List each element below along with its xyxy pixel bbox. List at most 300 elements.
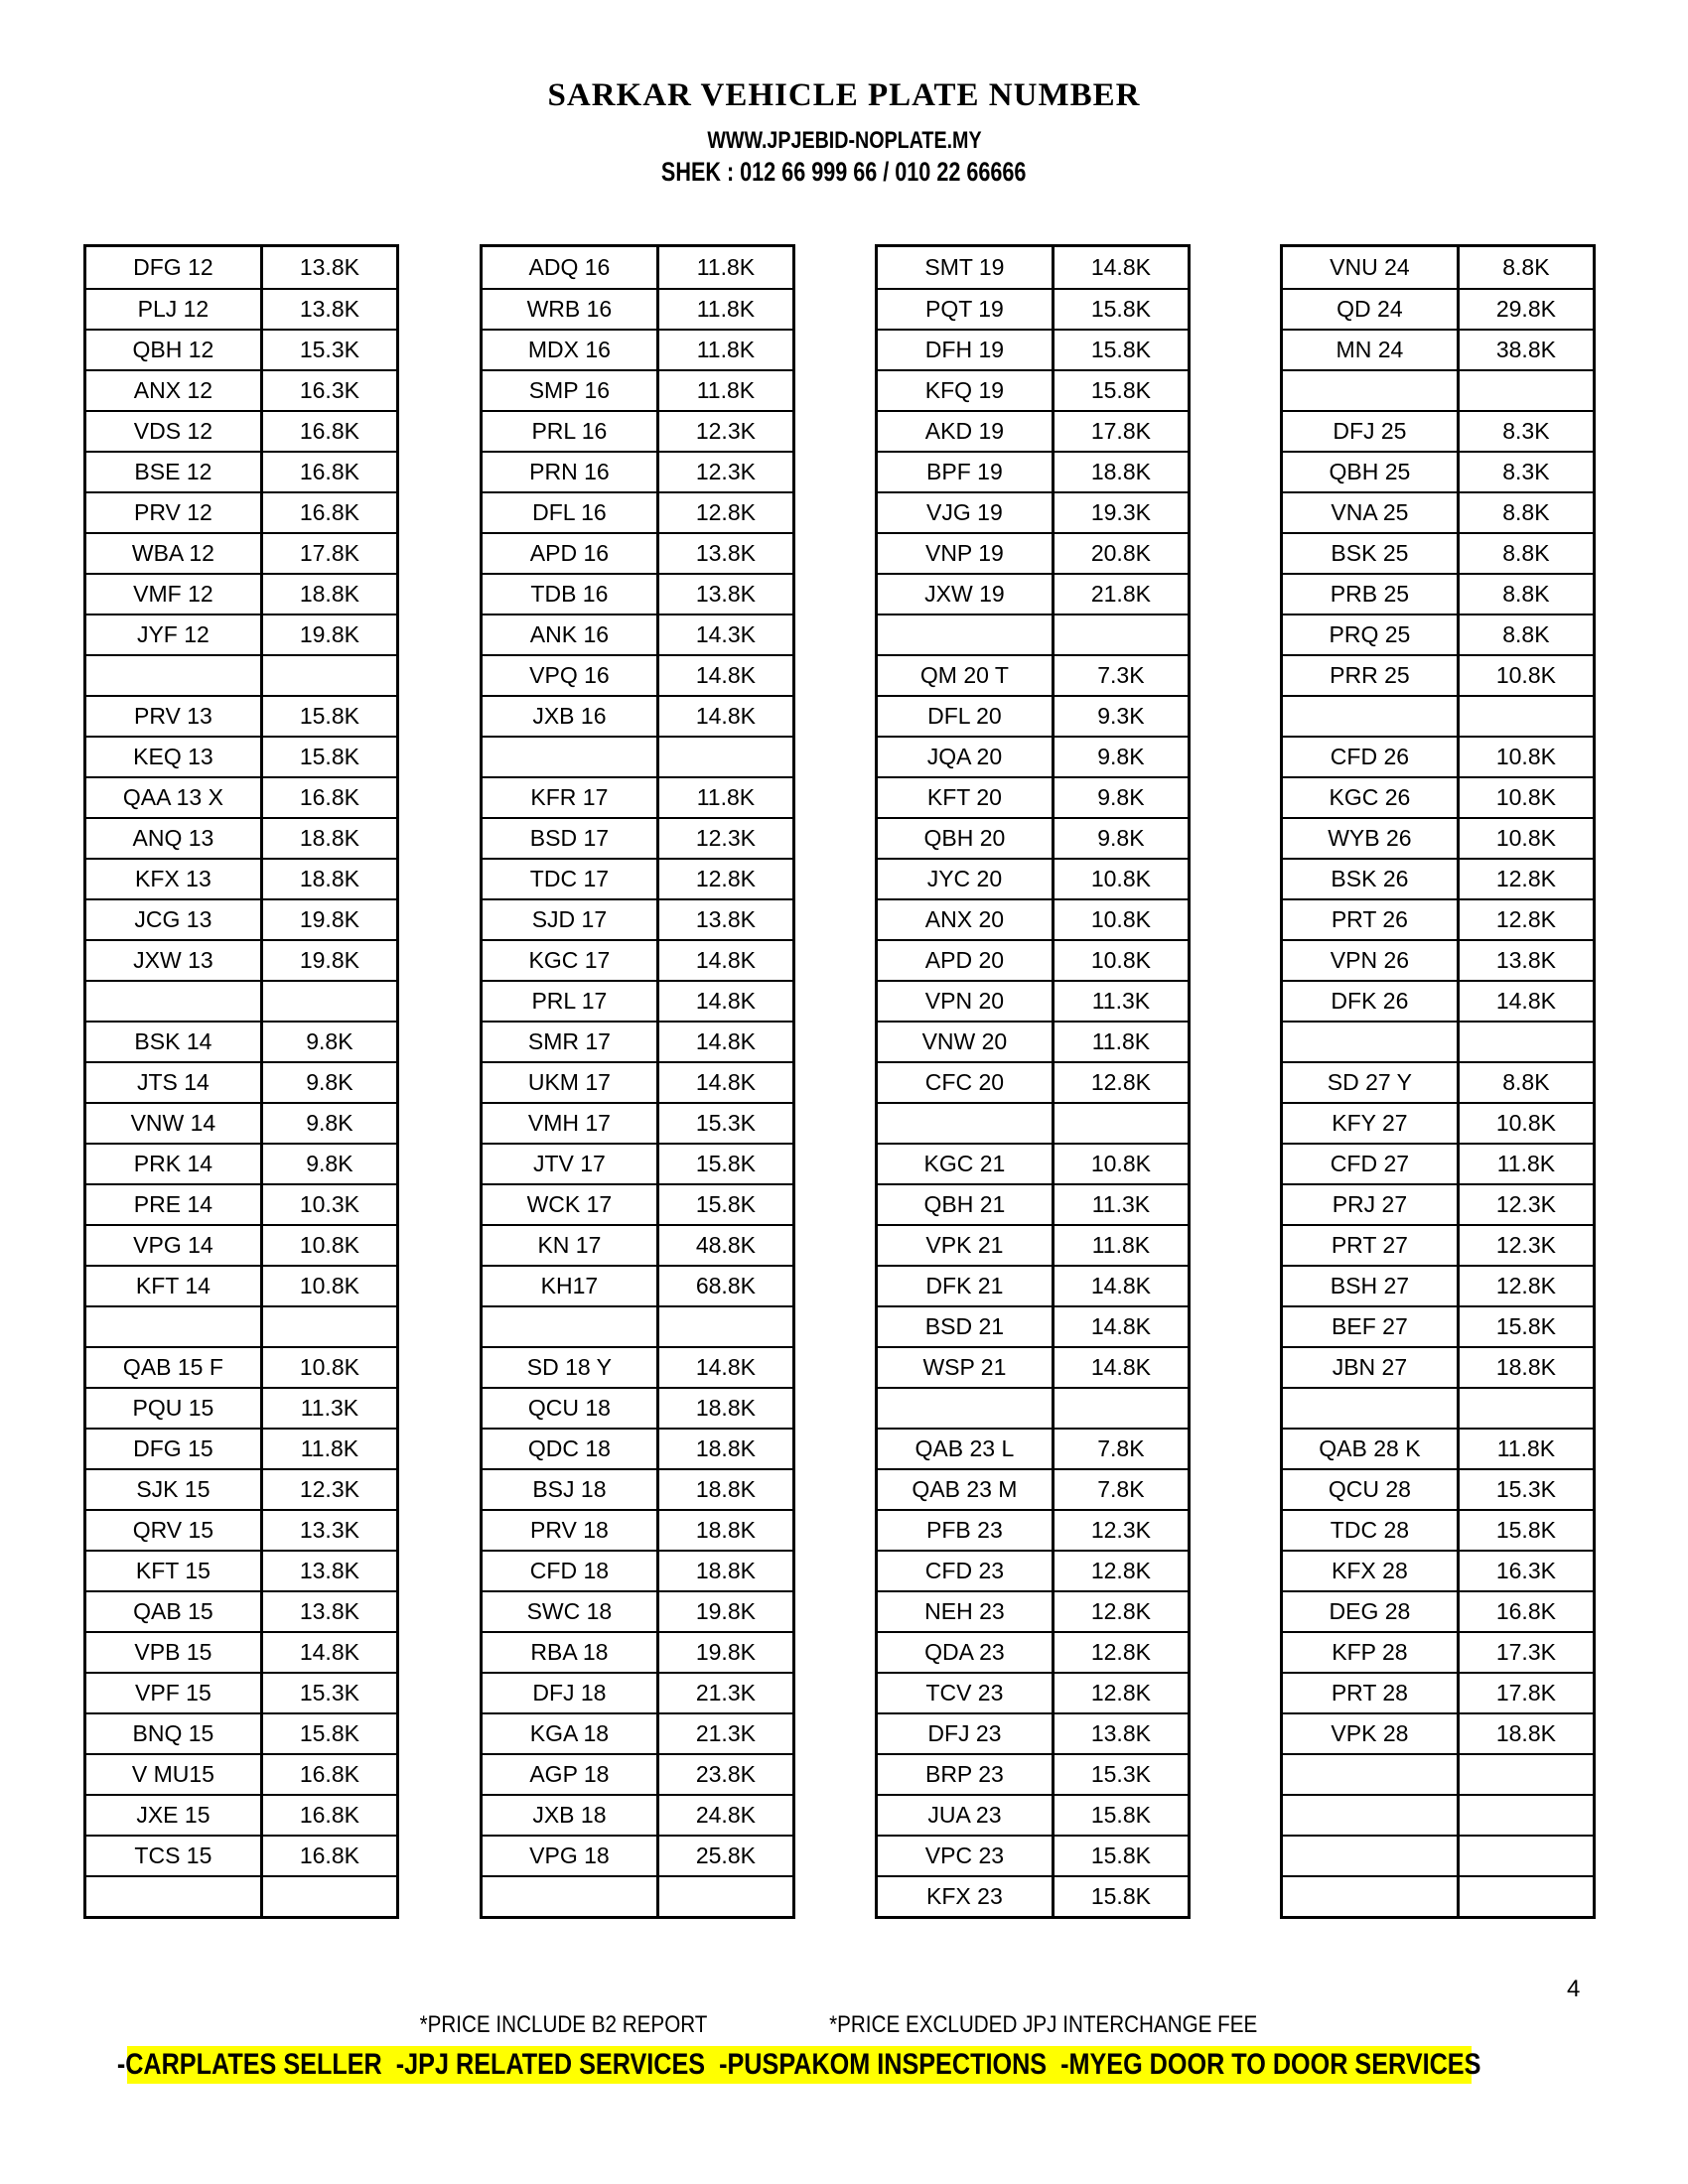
table-row xyxy=(483,1550,792,1590)
table-row xyxy=(483,1794,792,1835)
table-row xyxy=(483,1631,792,1672)
plate-cell: JYC 20 xyxy=(878,860,1055,898)
table-row xyxy=(483,898,792,939)
price-cell: 16.8K xyxy=(299,459,359,484)
table-row xyxy=(86,1468,396,1509)
table-row xyxy=(86,980,396,1021)
price-cell: 15.8K xyxy=(1495,1517,1556,1543)
price-cell: 15.8K xyxy=(299,703,359,729)
price-cell: 7.8K xyxy=(1097,1435,1145,1461)
table-row xyxy=(1283,776,1593,817)
plate-cell xyxy=(1283,1837,1460,1875)
contact-text: SHEK : 012 66 999 66 / 010 22 66666 xyxy=(661,157,1027,188)
plate-cell: DFK 21 xyxy=(878,1267,1055,1305)
plate-cell: CFC 20 xyxy=(878,1063,1055,1102)
table-row xyxy=(483,329,792,369)
plate-cell: MDX 16 xyxy=(483,331,659,369)
plate-cell xyxy=(1283,1877,1460,1916)
plate-cell: PFB 23 xyxy=(878,1511,1055,1550)
price-cell: 15.8K xyxy=(1090,1883,1151,1909)
table-row xyxy=(483,410,792,451)
plate-cell: PLJ 12 xyxy=(86,290,263,329)
plate-cell: QD 24 xyxy=(1283,290,1460,329)
plate-cell: PRJ 27 xyxy=(1283,1185,1460,1224)
price-cell: 15.8K xyxy=(1495,1313,1556,1339)
price-cell: 10.8K xyxy=(1495,744,1556,769)
plate-cell xyxy=(483,1307,659,1346)
price-cell xyxy=(659,1877,792,1916)
table-row xyxy=(1283,329,1593,369)
price-cell: 48.8K xyxy=(695,1232,756,1258)
price-cell: 8.8K xyxy=(1502,1069,1550,1095)
price-cell xyxy=(659,738,792,776)
price-cell: 12.8K xyxy=(1090,1069,1151,1095)
plate-cell: JXW 13 xyxy=(86,941,263,980)
table-row xyxy=(86,858,396,898)
plate-cell: VNW 20 xyxy=(878,1023,1055,1061)
table-row xyxy=(878,532,1188,573)
table-row xyxy=(1283,1428,1593,1468)
table-row xyxy=(878,980,1188,1021)
plate-cell xyxy=(1283,1023,1460,1061)
price-cell: 8.8K xyxy=(1502,581,1550,607)
price-cell: 8.8K xyxy=(1502,621,1550,647)
table-row xyxy=(878,898,1188,939)
table-row xyxy=(483,1183,792,1224)
plate-cell: VPG 14 xyxy=(86,1226,263,1265)
plate-cell: VMF 12 xyxy=(86,575,263,614)
price-cell: 15.3K xyxy=(299,1680,359,1706)
table-row xyxy=(878,1753,1188,1794)
price-cell: 8.8K xyxy=(1502,254,1550,280)
plate-cell xyxy=(878,1389,1055,1428)
plate-cell: JXE 15 xyxy=(86,1796,263,1835)
table-row xyxy=(86,1387,396,1428)
price-cell xyxy=(1460,1755,1593,1794)
price-cell: 14.8K xyxy=(695,1028,756,1054)
plate-cell: WYB 26 xyxy=(1283,819,1460,858)
plate-cell: KEQ 13 xyxy=(86,738,263,776)
table-row xyxy=(1283,1061,1593,1102)
price-cell: 16.8K xyxy=(299,784,359,810)
price-cell: 13.8K xyxy=(299,254,359,280)
plate-cell: VNP 19 xyxy=(878,534,1055,573)
table-row xyxy=(878,1550,1188,1590)
table-row xyxy=(86,1794,396,1835)
price-cell: 11.8K xyxy=(1091,1232,1151,1258)
table-row xyxy=(878,817,1188,858)
price-cell: 11.3K xyxy=(1091,1191,1151,1217)
price-cell: 16.8K xyxy=(299,1761,359,1787)
price-cell: 11.8K xyxy=(696,337,756,362)
table-row xyxy=(878,1061,1188,1102)
price-cell: 13.8K xyxy=(299,1598,359,1624)
table-row xyxy=(1283,1672,1593,1712)
table-row xyxy=(483,1835,792,1875)
price-cell: 10.8K xyxy=(1090,906,1151,932)
table-row xyxy=(86,410,396,451)
plate-cell: JUA 23 xyxy=(878,1796,1055,1835)
price-cell: 9.8K xyxy=(306,1028,353,1054)
plate-cell: BSH 27 xyxy=(1283,1267,1460,1305)
plate-cell: WRB 16 xyxy=(483,290,659,329)
plate-cell: PRT 27 xyxy=(1283,1226,1460,1265)
price-cell: 12.3K xyxy=(1090,1517,1151,1543)
plate-cell: SD 18 Y xyxy=(483,1348,659,1387)
plate-cell: BSE 12 xyxy=(86,453,263,491)
plate-cell: KFX 28 xyxy=(1283,1552,1460,1590)
plate-cell: DFH 19 xyxy=(878,331,1055,369)
plate-cell: SMR 17 xyxy=(483,1023,659,1061)
plate-cell: BEF 27 xyxy=(1283,1307,1460,1346)
table-row xyxy=(878,1021,1188,1061)
price-cell: 8.8K xyxy=(1502,499,1550,525)
price-cell: 12.8K xyxy=(1090,1639,1151,1665)
table-row xyxy=(86,1061,396,1102)
price-cell xyxy=(263,1877,396,1916)
footnotes-line xyxy=(0,2011,1688,2039)
price-cell: 15.3K xyxy=(1495,1476,1556,1502)
table-row xyxy=(483,1061,792,1102)
table-row xyxy=(878,1265,1188,1305)
plate-cell: VPN 20 xyxy=(878,982,1055,1021)
price-cell: 9.8K xyxy=(306,1110,353,1136)
price-cell: 16.8K xyxy=(299,418,359,444)
price-cell xyxy=(1460,371,1593,410)
table-row xyxy=(878,1428,1188,1468)
table-row xyxy=(878,329,1188,369)
plate-cell xyxy=(86,656,263,695)
plate-cell: KFP 28 xyxy=(1283,1633,1460,1672)
plate-cell: TDC 28 xyxy=(1283,1511,1460,1550)
price-cell: 18.8K xyxy=(1495,1354,1556,1380)
price-cell: 9.8K xyxy=(1097,744,1145,769)
plate-cell: VPQ 16 xyxy=(483,656,659,695)
plate-cell: DFJ 23 xyxy=(878,1714,1055,1753)
price-cell: 17.8K xyxy=(1090,418,1151,444)
table-row xyxy=(483,491,792,532)
plate-cell: SMT 19 xyxy=(878,247,1055,288)
price-cell: 13.8K xyxy=(299,1558,359,1583)
price-cell: 18.8K xyxy=(695,1395,756,1421)
plate-cell: KFT 20 xyxy=(878,778,1055,817)
table-row xyxy=(878,1794,1188,1835)
table-row xyxy=(483,1265,792,1305)
plate-cell: KFR 17 xyxy=(483,778,659,817)
table-row xyxy=(483,1468,792,1509)
price-cell: 14.8K xyxy=(1090,1273,1151,1298)
price-cell: 13.8K xyxy=(695,540,756,566)
price-cell: 11.8K xyxy=(300,1435,359,1461)
table-row xyxy=(878,288,1188,329)
price-cell: 14.8K xyxy=(1090,254,1151,280)
plate-cell: VPB 15 xyxy=(86,1633,263,1672)
price-cell: 10.8K xyxy=(1090,947,1151,973)
plate-cell: JCG 13 xyxy=(86,900,263,939)
price-cell: 15.3K xyxy=(299,337,359,362)
price-cell: 10.8K xyxy=(1495,1110,1556,1136)
plate-cell xyxy=(878,1104,1055,1143)
table-row xyxy=(1283,451,1593,491)
price-cell: 12.8K xyxy=(1495,1273,1556,1298)
services-banner xyxy=(117,2046,1481,2084)
price-cell: 16.3K xyxy=(1495,1558,1556,1583)
table-row xyxy=(1283,1102,1593,1143)
plate-cell: VPN 26 xyxy=(1283,941,1460,980)
table-row xyxy=(878,1875,1188,1916)
plate-cell: PRL 16 xyxy=(483,412,659,451)
price-cell xyxy=(263,982,396,1021)
plate-cell: QAB 15 F xyxy=(86,1348,263,1387)
table-row xyxy=(1283,695,1593,736)
table-row xyxy=(878,573,1188,614)
plate-cell: BSK 25 xyxy=(1283,534,1460,573)
services-banner-text: -CARPLATES SELLER -JPJ RELATED SERVICES -PUSPAKOM INSPECTIONS -MYEG DOOR TO DOOR SERVICES xyxy=(117,2048,1481,2081)
plate-cell: DFK 26 xyxy=(1283,982,1460,1021)
table-row xyxy=(86,1346,396,1387)
plate-cell: QAB 23 M xyxy=(878,1470,1055,1509)
price-cell: 12.8K xyxy=(1090,1598,1151,1624)
table-row xyxy=(86,898,396,939)
price-cell: 11.3K xyxy=(1091,988,1151,1014)
table-row xyxy=(1283,1224,1593,1265)
table-row xyxy=(86,1183,396,1224)
price-cell: 15.8K xyxy=(1090,377,1151,403)
table-row xyxy=(86,1550,396,1590)
table-row xyxy=(86,1509,396,1550)
plate-cell: AKD 19 xyxy=(878,412,1055,451)
table-row xyxy=(483,288,792,329)
table-row xyxy=(1283,1509,1593,1550)
plate-cell: ADQ 16 xyxy=(483,247,659,288)
plate-cell: JTS 14 xyxy=(86,1063,263,1102)
price-cell: 8.8K xyxy=(1502,540,1550,566)
table-row xyxy=(1283,369,1593,410)
table-row xyxy=(86,1835,396,1875)
price-cell: 15.8K xyxy=(695,1151,756,1176)
plate-cell: QBH 25 xyxy=(1283,453,1460,491)
price-cell xyxy=(1055,1104,1188,1143)
table-row xyxy=(86,614,396,654)
table-row xyxy=(86,1143,396,1183)
table-row xyxy=(483,1753,792,1794)
price-cell: 12.8K xyxy=(1090,1558,1151,1583)
price-cell: 14.8K xyxy=(695,662,756,688)
plate-cell: KGC 21 xyxy=(878,1145,1055,1183)
price-cell: 13.8K xyxy=(299,296,359,322)
plate-table xyxy=(480,244,795,1919)
plate-cell: BPF 19 xyxy=(878,453,1055,491)
price-cell: 15.8K xyxy=(695,1191,756,1217)
plate-cell: KN 17 xyxy=(483,1226,659,1265)
table-row xyxy=(86,817,396,858)
plate-cell: TDC 17 xyxy=(483,860,659,898)
table-row xyxy=(878,369,1188,410)
table-row xyxy=(1283,1346,1593,1387)
price-cell: 18.8K xyxy=(1495,1720,1556,1746)
plate-cell: PRT 26 xyxy=(1283,900,1460,939)
plate-table xyxy=(875,244,1191,1919)
table-row xyxy=(1283,491,1593,532)
table-row xyxy=(878,1712,1188,1753)
table-row xyxy=(1283,898,1593,939)
plate-cell: JTV 17 xyxy=(483,1145,659,1183)
plate-cell: BSJ 18 xyxy=(483,1470,659,1509)
price-cell: 12.3K xyxy=(695,418,756,444)
plate-cell xyxy=(86,982,263,1021)
table-row xyxy=(483,980,792,1021)
plate-cell: BSK 26 xyxy=(1283,860,1460,898)
table-row xyxy=(1283,1183,1593,1224)
table-row xyxy=(483,1102,792,1143)
price-cell: 14.3K xyxy=(695,621,756,647)
table-row xyxy=(483,1509,792,1550)
price-cell: 15.3K xyxy=(695,1110,756,1136)
website-text: WWW.JPJEBID-NOPLATE.MY xyxy=(706,127,982,155)
table-row xyxy=(1283,410,1593,451)
table-row xyxy=(1283,1265,1593,1305)
price-cell: 10.8K xyxy=(1090,866,1151,891)
price-cell xyxy=(1055,615,1188,654)
plate-cell: QBH 20 xyxy=(878,819,1055,858)
plate-cell: ANX 12 xyxy=(86,371,263,410)
table-row xyxy=(878,776,1188,817)
price-cell: 11.8K xyxy=(696,254,756,280)
table-row xyxy=(86,1590,396,1631)
plate-cell: VPC 23 xyxy=(878,1837,1055,1875)
price-cell: 11.8K xyxy=(696,784,756,810)
plate-cell: DFL 20 xyxy=(878,697,1055,736)
table-row xyxy=(1283,1143,1593,1183)
plate-cell: ANK 16 xyxy=(483,615,659,654)
plate-cell: SWC 18 xyxy=(483,1592,659,1631)
price-cell: 14.8K xyxy=(695,988,756,1014)
plate-cell: RBA 18 xyxy=(483,1633,659,1672)
price-cell: 12.3K xyxy=(299,1476,359,1502)
price-cell: 18.8K xyxy=(1090,459,1151,484)
price-cell: 18.8K xyxy=(695,1558,756,1583)
price-cell xyxy=(1055,1389,1188,1428)
table-row xyxy=(878,654,1188,695)
price-cell: 12.3K xyxy=(1495,1191,1556,1217)
plate-cell: NEH 23 xyxy=(878,1592,1055,1631)
table-row xyxy=(878,1631,1188,1672)
plate-cell xyxy=(1283,1755,1460,1794)
table-row xyxy=(1283,1753,1593,1794)
plate-cell: VMH 17 xyxy=(483,1104,659,1143)
table-row xyxy=(86,1875,396,1916)
table-row xyxy=(483,369,792,410)
table-row xyxy=(1283,1468,1593,1509)
plate-cell: APD 20 xyxy=(878,941,1055,980)
price-cell: 19.8K xyxy=(299,906,359,932)
price-cell: 12.8K xyxy=(1495,906,1556,932)
price-cell: 8.3K xyxy=(1502,418,1550,444)
table-row xyxy=(878,1346,1188,1387)
table-row xyxy=(483,1428,792,1468)
table-row xyxy=(483,1712,792,1753)
table-row xyxy=(86,1265,396,1305)
plate-cell: TDB 16 xyxy=(483,575,659,614)
table-row xyxy=(86,1224,396,1265)
price-cell: 9.8K xyxy=(306,1069,353,1095)
plate-cell: QAA 13 X xyxy=(86,778,263,817)
price-cell: 38.8K xyxy=(1495,337,1556,362)
table-row xyxy=(1283,980,1593,1021)
price-cell: 21.8K xyxy=(1090,581,1151,607)
table-row xyxy=(86,1428,396,1468)
plate-cell: TCV 23 xyxy=(878,1674,1055,1712)
plate-cell: PRK 14 xyxy=(86,1145,263,1183)
plate-cell: QAB 28 K xyxy=(1283,1430,1460,1468)
table-row xyxy=(878,858,1188,898)
price-cell: 7.8K xyxy=(1097,1476,1145,1502)
table-row xyxy=(1283,288,1593,329)
plate-table xyxy=(83,244,399,1919)
price-cell xyxy=(1460,1796,1593,1835)
price-cell: 11.8K xyxy=(1496,1435,1556,1461)
plate-cell: AGP 18 xyxy=(483,1755,659,1794)
plate-cell: WCK 17 xyxy=(483,1185,659,1224)
plate-cell: SMP 16 xyxy=(483,371,659,410)
table-row xyxy=(86,695,396,736)
plate-cell: VPK 28 xyxy=(1283,1714,1460,1753)
plate-cell xyxy=(1283,1389,1460,1428)
plate-cell: KFX 23 xyxy=(878,1877,1055,1916)
footnote-price-include: *PRICE INCLUDE B2 REPORT xyxy=(419,2011,708,2038)
table-row xyxy=(483,451,792,491)
table-row xyxy=(1283,1550,1593,1590)
plate-cell: CFD 18 xyxy=(483,1552,659,1590)
table-row xyxy=(86,288,396,329)
price-cell: 18.8K xyxy=(695,1476,756,1502)
table-row xyxy=(483,614,792,654)
plate-cell: QM 20 T xyxy=(878,656,1055,695)
table-row xyxy=(878,1509,1188,1550)
table-row xyxy=(878,614,1188,654)
table-row xyxy=(878,1468,1188,1509)
plate-cell: DFJ 25 xyxy=(1283,412,1460,451)
table-row xyxy=(1283,532,1593,573)
table-row xyxy=(86,329,396,369)
table-row xyxy=(483,1346,792,1387)
price-cell: 19.8K xyxy=(695,1639,756,1665)
price-cell: 16.8K xyxy=(1495,1598,1556,1624)
table-row xyxy=(1283,654,1593,695)
price-cell: 13.8K xyxy=(1090,1720,1151,1746)
plate-cell: CFD 23 xyxy=(878,1552,1055,1590)
plate-cell: APD 16 xyxy=(483,534,659,573)
price-cell: 13.3K xyxy=(299,1517,359,1543)
plate-cell: CFD 26 xyxy=(1283,738,1460,776)
table-row xyxy=(878,1183,1188,1224)
plate-cell: QRV 15 xyxy=(86,1511,263,1550)
price-cell: 11.8K xyxy=(696,296,756,322)
plate-cell: JBN 27 xyxy=(1283,1348,1460,1387)
price-cell: 12.8K xyxy=(1090,1680,1151,1706)
table-row xyxy=(1283,573,1593,614)
table-row xyxy=(878,1143,1188,1183)
price-cell: 10.8K xyxy=(299,1273,359,1298)
table-row xyxy=(86,1631,396,1672)
table-row xyxy=(878,451,1188,491)
price-cell: 21.3K xyxy=(695,1680,756,1706)
price-cell: 68.8K xyxy=(695,1273,756,1298)
table-row xyxy=(86,491,396,532)
price-cell: 18.8K xyxy=(299,866,359,891)
plate-cell: KGA 18 xyxy=(483,1714,659,1753)
table-row xyxy=(1283,817,1593,858)
